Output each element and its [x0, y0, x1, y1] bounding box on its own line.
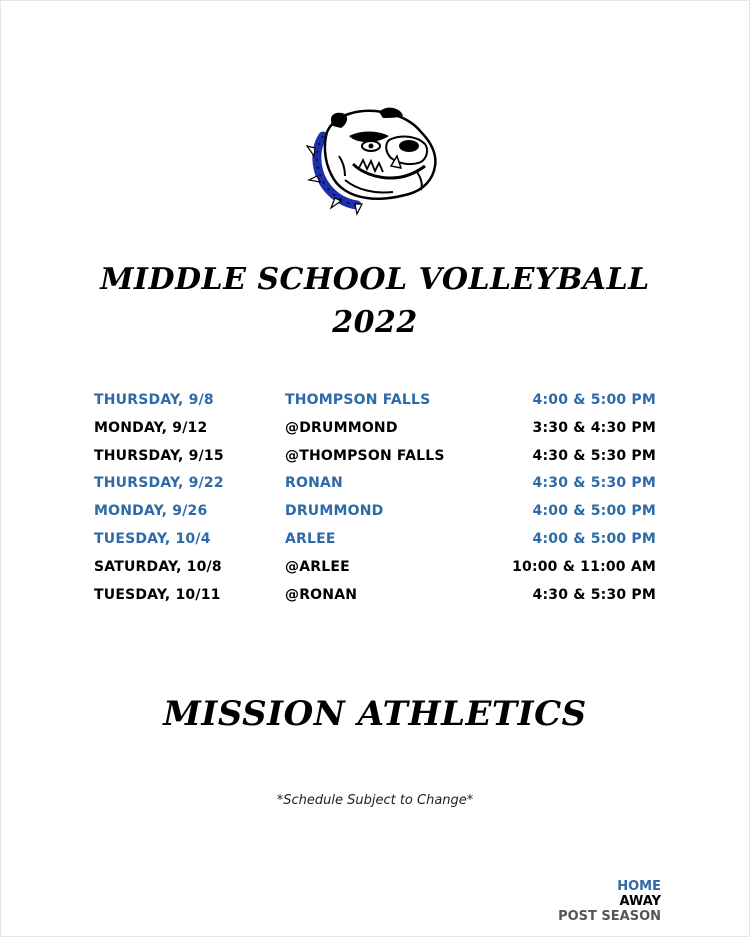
game-date: TUESDAY, 10/4 [94, 530, 211, 547]
game-opponent: RONAN [285, 475, 343, 492]
game-opponent: @DRUMMOND [285, 419, 398, 436]
schedule-row [94, 388, 656, 416]
game-time: 4:30 & 5:30 PM [532, 586, 656, 603]
legend-away: AWAY [619, 894, 661, 909]
bulldog-mascot-icon [305, 106, 445, 216]
game-time: 4:30 & 5:30 PM [532, 475, 656, 492]
game-date: SATURDAY, 10/8 [94, 558, 222, 575]
game-opponent: @THOMPSON FALLS [285, 447, 445, 464]
schedule-row [94, 527, 656, 555]
schedule-table [94, 388, 656, 610]
legend-post-season: POST SEASON [558, 909, 661, 924]
schedule-row [94, 555, 656, 583]
schedule-row [94, 471, 656, 499]
schedule-row [94, 499, 656, 527]
game-time: 4:00 & 5:00 PM [532, 392, 656, 408]
game-time: 4:00 & 5:00 PM [532, 530, 656, 547]
game-date: THURSDAY, 9/8 [94, 392, 214, 408]
game-time: 10:00 & 11:00 AM [512, 558, 656, 575]
schedule-disclaimer: *Schedule Subject to Change* [276, 793, 474, 808]
schedule-row [94, 444, 656, 472]
poster-year: 2022 [332, 305, 418, 340]
organization-title: MISSION ATHLETICS [163, 694, 587, 734]
game-opponent: @RONAN [285, 586, 358, 603]
schedule-row [94, 583, 656, 611]
game-opponent: THOMPSON FALLS [285, 392, 431, 408]
game-time: 4:00 & 5:00 PM [532, 503, 656, 520]
game-date: THURSDAY, 9/15 [94, 447, 224, 464]
legend-home: HOME [617, 879, 661, 894]
game-opponent: DRUMMOND [285, 503, 384, 520]
game-date: MONDAY, 9/26 [94, 503, 208, 520]
game-opponent: @ARLEE [285, 558, 350, 575]
color-legend [558, 879, 661, 924]
game-date: TUESDAY, 10/11 [94, 586, 221, 603]
game-time: 4:30 & 5:30 PM [532, 447, 656, 464]
game-date: MONDAY, 9/12 [94, 419, 208, 436]
game-opponent: ARLEE [285, 530, 336, 547]
game-time: 3:30 & 4:30 PM [532, 419, 656, 436]
poster-title: MIDDLE SCHOOL VOLLEYBALL [100, 262, 650, 297]
schedule-row [94, 416, 656, 444]
game-date: THURSDAY, 9/22 [94, 475, 224, 492]
